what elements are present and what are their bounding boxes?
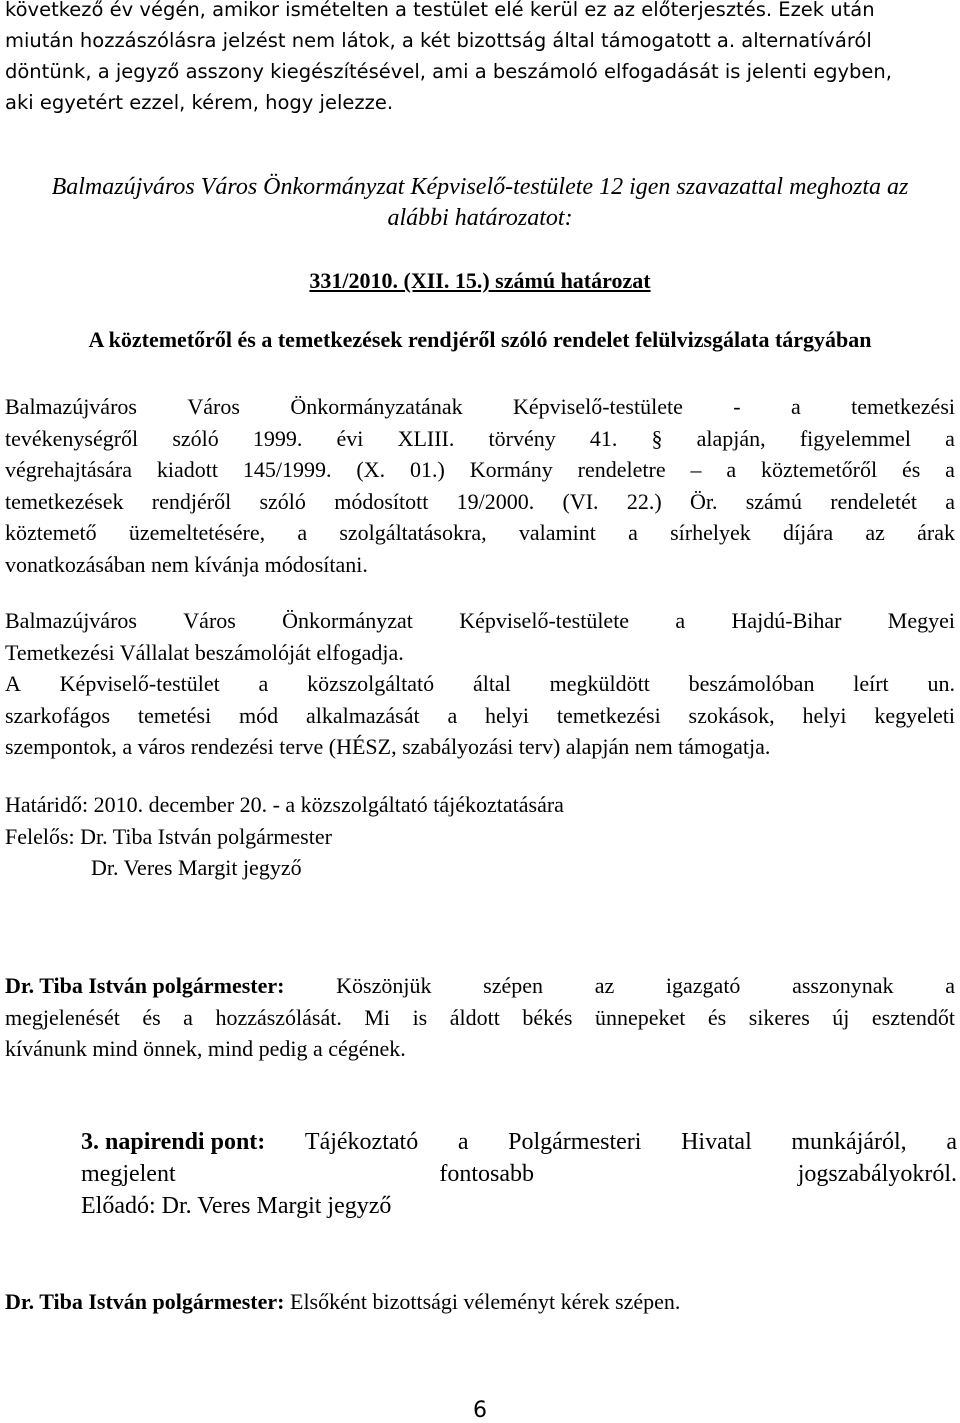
word: számú — [745, 488, 802, 514]
word: 01.) — [409, 457, 445, 482]
word: a — [790, 394, 801, 419]
word: megjelenését — [5, 1004, 120, 1030]
word: 19/2000. — [456, 488, 535, 514]
speaker-name: Dr. Tiba István polgármester: — [5, 1289, 285, 1314]
word: helyi — [802, 702, 847, 728]
paragraph-last-line: szempontok, a város rendezési terve (HÉSZ, szabályozási terv) alapján nem támogatja. — [5, 734, 771, 759]
word: Hajdú-Bihar — [731, 608, 842, 633]
agenda-label: 3. napirendi pont: — [81, 1129, 266, 1155]
intro-line: miután hozzászólásra jelzést nem látok, a két bizottság által támogatott a. alternatíváról — [5, 29, 872, 52]
final-remark — [5, 1286, 955, 1318]
word: sikeres — [748, 1004, 810, 1030]
closing-word: asszonynak — [792, 973, 894, 998]
word: által — [472, 671, 511, 696]
word: (VI. — [562, 488, 599, 514]
word: a — [447, 702, 458, 728]
word: szóló — [259, 488, 306, 514]
word: Képviselő-testülete — [459, 608, 630, 633]
responsible-person-2: Dr. Veres Margit jegyző — [91, 855, 302, 880]
intro-line: következő év végén, amikor ismételten a testület elé kerül ez az előterjesztés. Ezek után — [5, 0, 875, 21]
word: 1999. — [252, 425, 303, 451]
word: A — [5, 671, 21, 696]
word: esztendőt — [871, 1004, 955, 1030]
closing-word: az — [594, 973, 615, 998]
word: Ör. — [689, 488, 718, 514]
word: - — [733, 394, 741, 419]
word: Megyei — [887, 608, 955, 633]
word: és — [142, 1004, 161, 1030]
word: rendeletre — [577, 457, 666, 482]
word: a — [258, 671, 269, 696]
justified-line — [5, 391, 955, 423]
justified-lines — [5, 605, 955, 637]
word: módosított — [334, 488, 429, 514]
word: alkalmazását — [306, 702, 420, 728]
word: köztemető — [5, 520, 97, 545]
agenda-word: megjelent — [81, 1161, 176, 1187]
word: temetkezési — [851, 394, 955, 419]
justified-line — [5, 454, 955, 486]
closing-word: a — [945, 973, 955, 998]
justified-line — [5, 1002, 955, 1034]
paragraph-last-line: Temetkezési Vállalat beszámolóját elfogadja. — [5, 639, 404, 665]
word: temetkezések — [5, 488, 124, 514]
resolution-paragraph-2 — [5, 605, 955, 668]
word: a — [628, 520, 638, 545]
word: rendjéről — [151, 488, 232, 514]
word: Kormány — [469, 457, 553, 482]
closing-word: Köszönjük — [336, 973, 432, 998]
agenda-word: Hivatal — [681, 1129, 752, 1155]
agenda-line-1 — [81, 1126, 957, 1158]
agenda-word: a — [457, 1129, 469, 1155]
word: § — [651, 425, 663, 451]
word: valamint — [518, 520, 596, 545]
word: és — [901, 457, 921, 482]
word: békés — [522, 1004, 573, 1030]
paragraph-last-line: vonatkozásában nem kívánja módosítani. — [5, 551, 368, 577]
agenda-word: Tájékoztató — [304, 1129, 419, 1155]
word: temetési — [137, 702, 212, 728]
word: hozzászólását. — [215, 1004, 342, 1030]
deadline: Határidő: 2010. december 20. - a közszolgáltató tájékoztatására — [5, 792, 564, 817]
word: az — [865, 520, 885, 545]
agenda-word: jogszabályokról. — [797, 1161, 957, 1187]
word: kegyeleti — [874, 702, 955, 728]
final-remark-text: Elsőként bizottsági véleményt kérek szépen. — [284, 1289, 681, 1314]
word: a — [945, 457, 955, 482]
justified-lines — [5, 668, 955, 731]
justified-line — [5, 605, 955, 637]
agenda-word: fontosabb — [439, 1161, 534, 1187]
word: 22.) — [626, 488, 662, 514]
word: Mi — [364, 1004, 391, 1030]
word: leírt — [853, 671, 889, 696]
closing-line-3: kívánunk mind önnek, mind pedig a cégének. — [5, 1036, 406, 1061]
intro-paragraph — [5, 0, 955, 118]
deadline-block — [5, 789, 955, 884]
vote-line: Balmazújváros Város Önkormányzat Képviselő-testülete 12 igen szavazattal meghozta az — [51, 174, 909, 200]
word: a — [726, 457, 737, 482]
word: a — [183, 1004, 193, 1030]
word: üzemeltetésére, — [128, 520, 266, 545]
word: áldott — [449, 1004, 500, 1030]
word: és — [707, 1004, 727, 1030]
justified-line — [5, 668, 955, 700]
word: törvény — [488, 425, 556, 451]
word: is — [412, 1004, 428, 1030]
intro-line: döntünk, a jegyző asszony kiegészítésével, ami a beszámoló elfogadását is jelenti egyben, — [5, 60, 892, 83]
vote-statement — [5, 172, 955, 234]
justified-lines — [5, 391, 955, 549]
word: un. — [927, 671, 955, 696]
agenda-word: munkájáról, — [791, 1129, 907, 1155]
word: beszámolóban — [688, 671, 815, 696]
word: alapján, — [696, 425, 766, 451]
justified-line — [5, 517, 955, 549]
word: megküldött — [549, 671, 650, 696]
word: Város — [187, 394, 240, 419]
word: a — [675, 608, 686, 633]
word: tevékenységről — [5, 425, 139, 451]
word: (X. — [356, 457, 386, 482]
word: Képviselő-testület — [59, 671, 220, 696]
word: végrehajtására — [5, 457, 133, 482]
intro-line: aki egyetért ezzel, kérem, hogy jelezze. — [5, 91, 394, 114]
agenda-word: Polgármesteri — [508, 1129, 642, 1155]
word: mód — [239, 702, 279, 728]
word: XLIII. — [397, 425, 455, 451]
word: díjára — [783, 520, 834, 545]
agenda-line-2 — [81, 1158, 957, 1190]
agenda-presenter: Előadó: Dr. Veres Margit jegyző — [81, 1193, 392, 1219]
word: a — [945, 425, 955, 451]
word: sírhelyek — [670, 520, 751, 545]
justified-line — [5, 486, 955, 518]
word: szokások, — [688, 702, 775, 728]
page-number: 6 — [473, 1398, 487, 1423]
agenda-item — [81, 1126, 957, 1222]
word: Balmazújváros — [5, 394, 137, 419]
closing-remarks — [5, 970, 955, 1065]
word: – — [690, 457, 702, 482]
word: Képviselő-testülete — [513, 394, 683, 419]
resolution-number: 331/2010. (XII. 15.) számú határozat — [309, 268, 651, 293]
closing-line-1 — [5, 970, 955, 1002]
word: a — [945, 488, 955, 514]
word: temetkezési — [556, 702, 661, 728]
word: helyi — [485, 702, 530, 728]
word: szolgáltatásokra, — [339, 520, 487, 545]
vote-line: alábbi határozatot: — [387, 205, 573, 231]
justified-lines — [5, 1002, 955, 1034]
word: ünnepeket — [594, 1004, 686, 1030]
responsible-person: Felelős: Dr. Tiba István polgármester — [5, 823, 332, 849]
word: a — [297, 520, 308, 545]
word: szóló — [172, 425, 219, 451]
agenda-word: a — [946, 1129, 957, 1155]
speaker-name: Dr. Tiba István polgármester: — [5, 973, 285, 998]
word: figyelemmel — [799, 425, 912, 451]
word: közszolgáltató — [307, 671, 435, 696]
justified-line — [5, 700, 955, 732]
word: rendeletét — [830, 488, 917, 514]
closing-word: igazgató — [665, 973, 741, 998]
word: köztemetőről — [760, 457, 878, 482]
justified-line — [5, 423, 955, 455]
word: Balmazújváros — [5, 608, 137, 633]
word: szarkofágos — [5, 702, 111, 728]
word: 145/1999. — [242, 457, 332, 482]
closing-word: szépen — [483, 973, 544, 998]
resolution-subject: A köztemetőről és a temetkezések rendjéről szóló rendelet felülvizsgálata tárgyában — [88, 327, 872, 352]
word: Város — [183, 608, 236, 633]
word: évi — [336, 425, 364, 451]
word: árak — [917, 520, 955, 545]
word: új — [832, 1004, 850, 1030]
word: Önkormányzat — [282, 608, 413, 633]
word: 41. — [589, 425, 618, 451]
resolution-paragraph-1 — [5, 391, 955, 580]
resolution-paragraph-3 — [5, 668, 955, 763]
word: kiadott — [156, 457, 219, 482]
word: Önkormányzatának — [290, 394, 463, 419]
